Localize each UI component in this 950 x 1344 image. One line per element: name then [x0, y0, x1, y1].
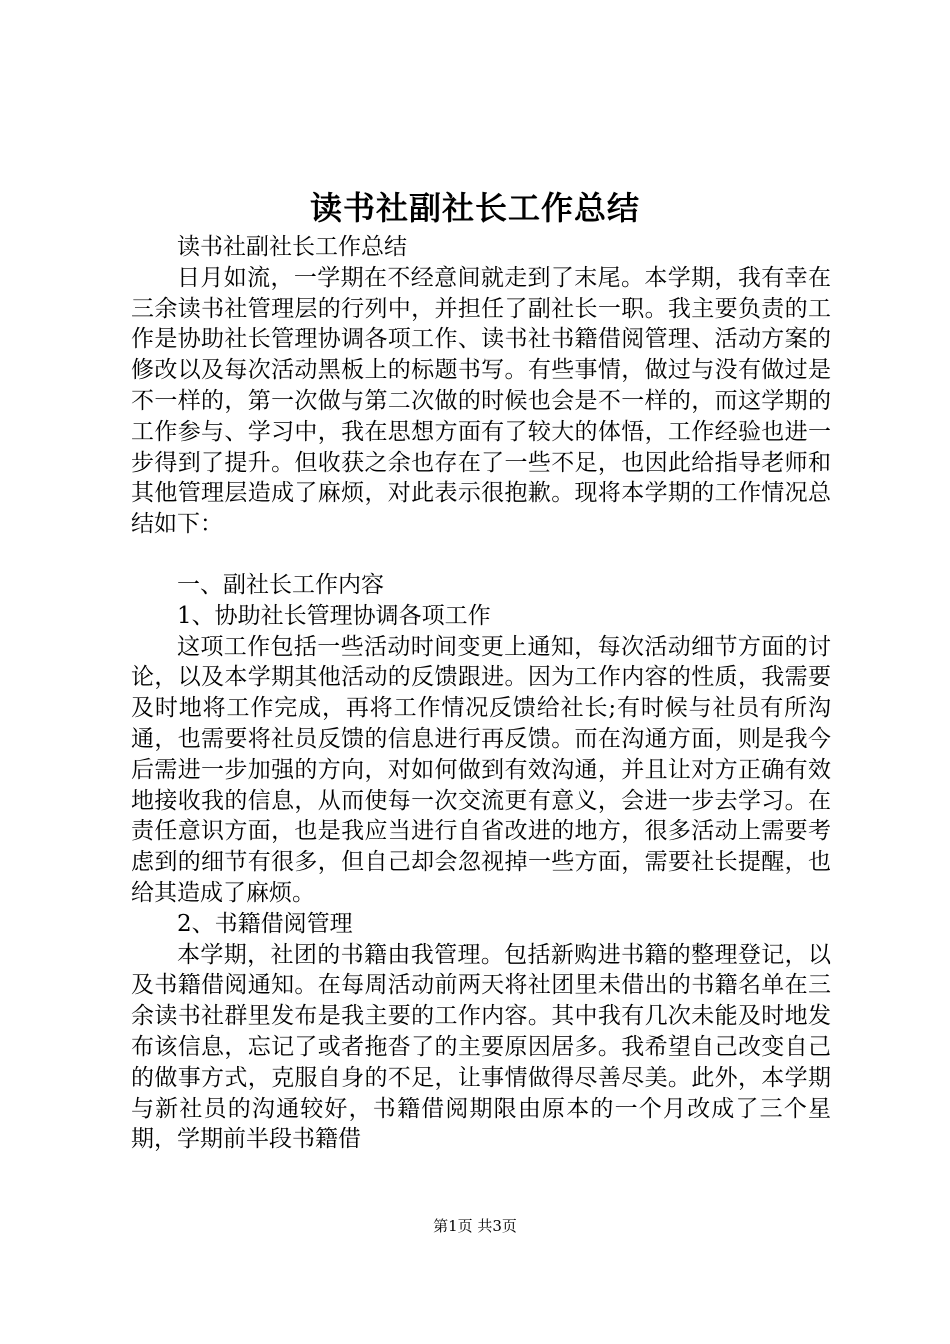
subsection-heading-1: 1、协助社长管理协调各项工作 — [177, 602, 491, 629]
body-paragraph-2: 本学期，社团的书籍由我管理。包括新购进书籍的整理登记，以及书籍借阅通知。在每周活动前两天将社团里未借出的书籍名单在三余读书社群里发布是我主要的工作内容。其中我有几次未能及时地发布该信息，忘记了或者拖沓了的主要原因居多。我希望自己改变自己的做事方式，克服自身的不足，让事情做得尽善尽美。此外，本学期与新社员的沟通较好，书籍借阅期限由原本的一个月改成了三个星期，学期前半段书籍借 — [131, 941, 831, 1153]
document-title: 读书社副社长工作总结 — [309, 189, 640, 227]
section-heading: 一、副社长工作内容 — [177, 571, 384, 598]
page-footer: 第1页 共3页 — [433, 1217, 517, 1235]
document-body — [131, 232, 831, 1155]
intro-paragraph: 日月如流，一学期在不经意间就走到了末尾。本学期，我有幸在三余读书社管理层的行列中，并担任了副社长一职。我主要负责的工作是协助社长管理协调各项工作、读书社书籍借阅管理、活动方案的修改以及每次活动黑板上的标题书写。有些事情，做过与没有做过是不一样的，第一次做与第二次做的时候也会是不一样的，而这学期的工作参与、学习中，我在思想方面有了较大的体悟，工作经验也进一步得到了提升。但收获之余也存在了一些不足，也因此给指导老师和其他管理层造成了麻烦，对此表示很抱歉。现将本学期的工作情况总结如下： — [131, 264, 831, 538]
body-paragraph-1: 这项工作包括一些活动时间变更上通知，每次活动细节方面的讨论，以及本学期其他活动的反馈跟进。因为工作内容的性质，我需要及时地将工作完成，再将工作情况反馈给社长;有时候与社员有所沟通，也需要将社员反馈的信息进行再反馈。而在沟通方面，则是我今后需进一步加强的方向，对如何做到有效沟通，并且让对方正确有效地接收我的信息，从而使每一次交流更有意义，会进一步去学习。在责任意识方面，也是我应当进行自省改进的地方，很多活动上需要考虑到的细节有很多，但自己却会忽视掉一些方面，需要社长提醒，也给其造成了麻烦。 — [131, 633, 831, 906]
subtitle-paragraph: 读书社副社长工作总结 — [177, 234, 407, 260]
subsection-heading-2: 2、书籍借阅管理 — [177, 910, 353, 937]
